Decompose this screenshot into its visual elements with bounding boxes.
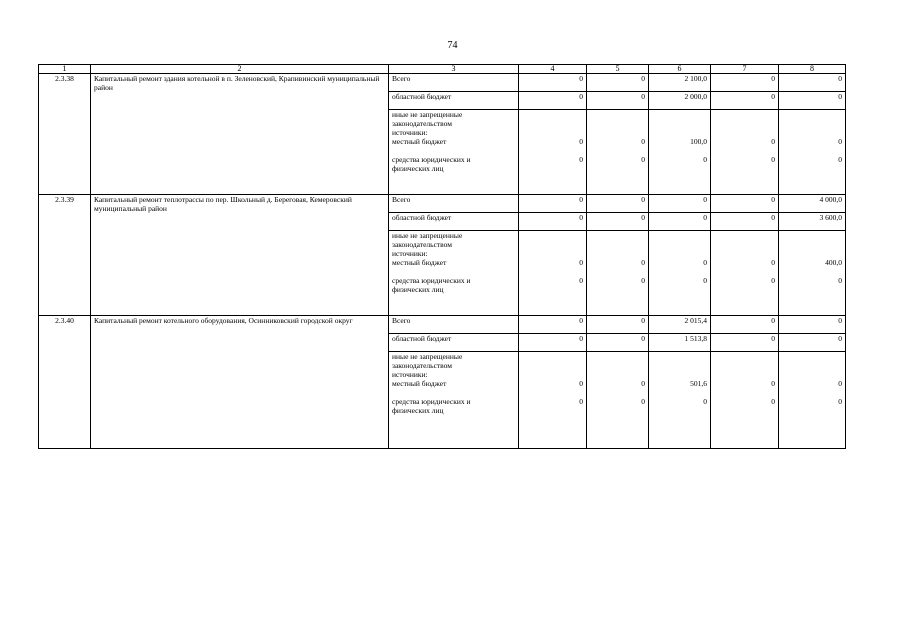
item-code: 2.3.40 — [39, 316, 91, 449]
value-cell-group — [779, 352, 846, 449]
legal-entities-value: 0 — [838, 276, 842, 285]
value-cell: 2 000,0 — [649, 92, 711, 110]
legal-entities-value: 0 — [703, 155, 707, 164]
column-header: 1 — [39, 65, 91, 74]
column-header: 5 — [587, 65, 649, 74]
source-label-line: законодательством — [392, 361, 453, 370]
source-label-line: средства юридических и — [392, 155, 471, 164]
value-cell: 0 — [519, 195, 587, 213]
source-label-other — [389, 231, 519, 316]
value-cell: 0 — [711, 213, 779, 231]
legal-entities-value: 0 — [771, 397, 775, 406]
value-cell: 2 015,4 — [649, 316, 711, 334]
value-cell: 0 — [711, 334, 779, 352]
source-label-line: источники: — [392, 128, 428, 137]
value-cell-group — [519, 110, 587, 195]
value-cell: 4 000,0 — [779, 195, 846, 213]
source-label-line: источники: — [392, 370, 428, 379]
column-header: 3 — [389, 65, 519, 74]
column-header: 7 — [711, 65, 779, 74]
source-label-line: местный бюджет — [392, 137, 447, 146]
item-name: Капитальный ремонт котельного оборудования, Осинниковский городской округ — [91, 316, 389, 449]
local-budget-value: 0 — [703, 258, 707, 267]
local-budget-value: 400,0 — [825, 258, 842, 267]
source-label-other — [389, 352, 519, 449]
item-name: Капитальный ремонт теплотрассы по пер. Школьный д. Береговая, Кемеровский муниципальный район — [91, 195, 389, 316]
source-label-line: законодательством — [392, 240, 453, 249]
value-cell-group — [779, 231, 846, 316]
local-budget-value: 100,0 — [690, 137, 707, 146]
source-label-line: законодательством — [392, 119, 453, 128]
legal-entities-value: 0 — [641, 155, 645, 164]
source-label-line: местный бюджет — [392, 379, 447, 388]
value-cell: 0 — [711, 195, 779, 213]
source-label-line: физических лиц — [392, 285, 444, 294]
source-label-line: физических лиц — [392, 406, 444, 415]
legal-entities-value: 0 — [579, 397, 583, 406]
source-label-other — [389, 110, 519, 195]
column-header: 8 — [779, 65, 846, 74]
legal-entities-value: 0 — [771, 276, 775, 285]
source-label-total: Всего — [389, 195, 519, 213]
value-cell-group — [711, 352, 779, 449]
value-cell: 0 — [519, 213, 587, 231]
source-label-line: источники: — [392, 249, 428, 258]
table-row-total — [39, 316, 846, 334]
local-budget-value: 0 — [641, 137, 645, 146]
value-cell: 2 100,0 — [649, 74, 711, 92]
column-number-row — [39, 65, 846, 74]
value-cell: 0 — [779, 74, 846, 92]
value-cell: 0 — [519, 334, 587, 352]
value-cell-group — [649, 110, 711, 195]
legal-entities-value: 0 — [641, 276, 645, 285]
value-cell-group — [519, 352, 587, 449]
value-cell: 0 — [587, 74, 649, 92]
local-budget-value: 0 — [771, 258, 775, 267]
local-budget-value: 0 — [838, 137, 842, 146]
legal-entities-value: 0 — [579, 276, 583, 285]
source-label-line: средства юридических и — [392, 276, 471, 285]
legal-entities-value: 0 — [838, 397, 842, 406]
value-cell: 0 — [779, 92, 846, 110]
value-cell: 0 — [519, 74, 587, 92]
table-row-total — [39, 74, 846, 92]
legal-entities-value: 0 — [641, 397, 645, 406]
item-code: 2.3.38 — [39, 74, 91, 195]
value-cell-group — [649, 352, 711, 449]
value-cell: 0 — [519, 92, 587, 110]
legal-entities-value: 0 — [838, 155, 842, 164]
value-cell: 0 — [587, 316, 649, 334]
source-label-line: местный бюджет — [392, 258, 447, 267]
source-label-line: иные не запрещенные — [392, 231, 463, 240]
table-row-total — [39, 195, 846, 213]
value-cell-group — [519, 231, 587, 316]
value-cell: 3 600,0 — [779, 213, 846, 231]
value-cell: 0 — [711, 316, 779, 334]
value-cell-group — [587, 110, 649, 195]
local-budget-value: 0 — [579, 137, 583, 146]
source-label-regional: областной бюджет — [389, 213, 519, 231]
value-cell-group — [649, 231, 711, 316]
value-cell: 0 — [587, 92, 649, 110]
local-budget-value: 0 — [579, 379, 583, 388]
value-cell: 0 — [587, 213, 649, 231]
value-cell: 1 513,8 — [649, 334, 711, 352]
page-number: 74 — [447, 40, 458, 51]
local-budget-value: 0 — [579, 258, 583, 267]
source-label-total: Всего — [389, 74, 519, 92]
source-label-line: иные не запрещенные — [392, 352, 463, 361]
value-cell: 0 — [779, 316, 846, 334]
local-budget-value: 501,6 — [690, 379, 707, 388]
value-cell: 0 — [711, 74, 779, 92]
source-label-regional: областной бюджет — [389, 334, 519, 352]
item-code: 2.3.39 — [39, 195, 91, 316]
local-budget-value: 0 — [771, 137, 775, 146]
source-label-regional: областной бюджет — [389, 92, 519, 110]
value-cell: 0 — [587, 195, 649, 213]
source-label-line: иные не запрещенные — [392, 110, 463, 119]
local-budget-value: 0 — [771, 379, 775, 388]
value-cell: 0 — [711, 92, 779, 110]
source-label-line: физических лиц — [392, 164, 444, 173]
legal-entities-value: 0 — [703, 276, 707, 285]
legal-entities-value: 0 — [579, 155, 583, 164]
value-cell-group — [779, 110, 846, 195]
column-header: 4 — [519, 65, 587, 74]
value-cell: 0 — [649, 213, 711, 231]
value-cell-group — [587, 231, 649, 316]
value-cell: 0 — [587, 334, 649, 352]
local-budget-value: 0 — [641, 379, 645, 388]
column-header: 6 — [649, 65, 711, 74]
source-label-line: средства юридических и — [392, 397, 471, 406]
column-header: 2 — [91, 65, 389, 74]
source-label-total: Всего — [389, 316, 519, 334]
local-budget-value: 0 — [838, 379, 842, 388]
value-cell-group — [711, 231, 779, 316]
local-budget-value: 0 — [641, 258, 645, 267]
item-name: Капитальный ремонт здания котельной в п. Зеленовский, Крапивинский муниципальный район — [91, 74, 389, 195]
value-cell: 0 — [519, 316, 587, 334]
budget-table — [38, 64, 846, 449]
legal-entities-value: 0 — [771, 155, 775, 164]
value-cell-group — [711, 110, 779, 195]
value-cell: 0 — [779, 334, 846, 352]
value-cell-group — [587, 352, 649, 449]
legal-entities-value: 0 — [703, 397, 707, 406]
value-cell: 0 — [649, 195, 711, 213]
